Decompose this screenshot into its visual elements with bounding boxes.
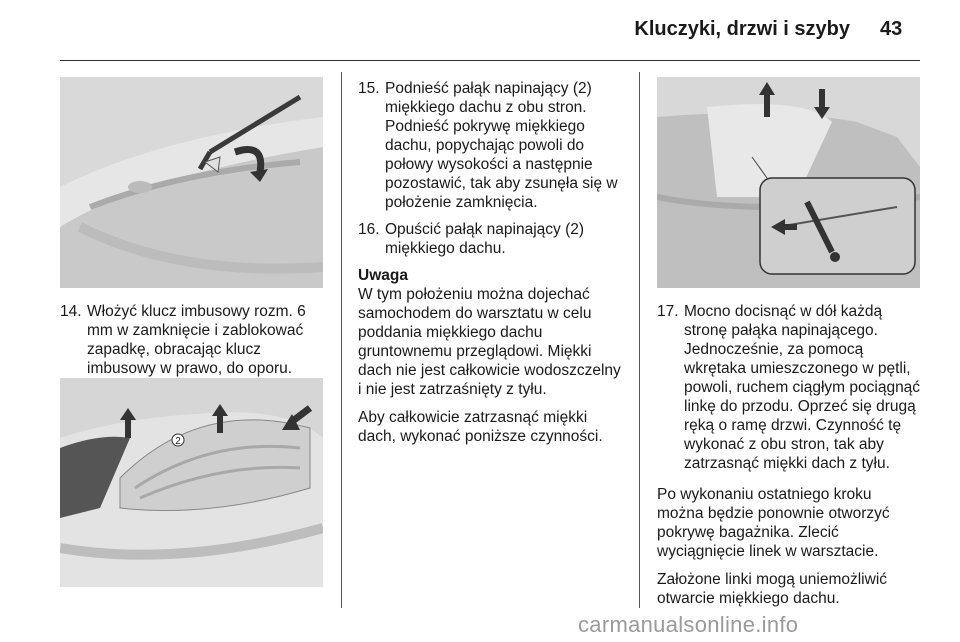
figure-screwdriver-cable (657, 77, 920, 288)
step-text: Włożyć klucz imbusowy rozm. 6 mm w zamknięcie i zablokować zapadkę, obracając klucz imbusowy w prawo, do oporu. (87, 303, 306, 377)
step-17 (657, 302, 922, 473)
step-text: Opuścić pałąk napinający (2) miękkiego dachu. (385, 221, 585, 257)
header-title: Kluczyki, drzwi i szyby (634, 18, 850, 40)
paragraph-after-step: Po wykonaniu ostatniego kroku można będzie ponownie otworzyć pokrywę bagażnika. Zlecić wyciągnięcie linek w warsztacie. (657, 486, 890, 560)
closing-text: Aby całkowicie zatrzasnąć miękki dach, wykonać poniższe czynności. (358, 409, 603, 445)
steps-column-3 (657, 302, 922, 481)
step-15 (358, 79, 628, 212)
step-number: 17. (657, 303, 679, 320)
page-number: 43 (880, 18, 903, 40)
note-block (358, 266, 628, 446)
note-heading: Uwaga (358, 267, 408, 284)
figure-tensioning-bow (60, 378, 323, 587)
note-text: W tym położeniu można dojechać samochodem do warsztatu w celu poddania miękkiego dachu gruntownemu przeglądowi. Miękki dach nie jest całkowicie wodoszczelny i nie jest zatrzaśnięty z tyłu. (358, 286, 621, 398)
paragraph-warning: Założone linki mogą uniemożliwić otwarcie miękkiego dachu. (657, 571, 888, 607)
steps-column-1 (60, 302, 330, 386)
column-2 (358, 79, 628, 455)
step-text: Mocno docisnąć w dół każdą stronę pałąka napinającego. Jednocześnie, za pomocą wkrętaka umieszczonego w pętli, powoli, ruchem ciągłym pociągnąć linkę do przodu. Oprzeć się drugą ręką o ramę drzwi. Czynność tę wykonać z obu stron, tak aby zatrzasnąć miękki dach z tyłu. (684, 303, 921, 472)
figure-hex-key-lock (60, 77, 323, 288)
steps-column-2 (358, 79, 628, 258)
step-number: 16. (358, 221, 380, 238)
step-number: 14. (60, 303, 82, 320)
step-text: Podnieść pałąk napinający (2) miękkiego dachu z obu stron. Podnieść pokrywę miękkiego dachu, popychając powoli do połowy wysokości a następnie pozostawić, tak aby zsunęła się w położenie zamknięcia. (385, 80, 618, 211)
step-16 (358, 220, 628, 258)
figure-callout-2: 2 (175, 436, 181, 447)
column-divider-2 (639, 72, 640, 608)
step-14 (60, 302, 330, 378)
header-rule (60, 60, 920, 61)
column-divider-1 (341, 72, 342, 608)
step-number: 15. (358, 80, 380, 97)
watermark: carmanualsonline.info (578, 612, 799, 637)
column-3-paragraphs (657, 485, 919, 617)
